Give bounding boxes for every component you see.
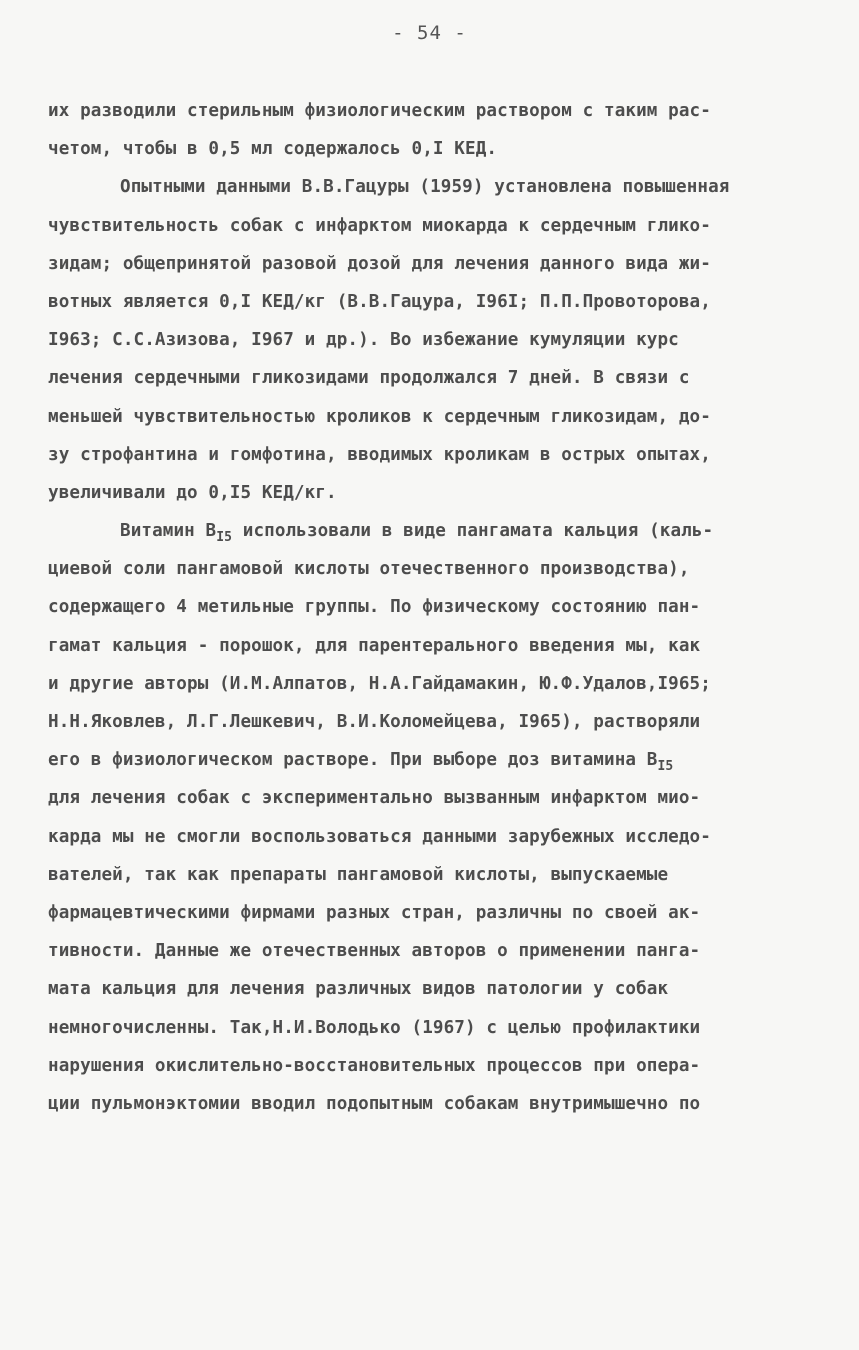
subscript: I5 — [216, 530, 233, 546]
text-line: увеличивали до 0,I5 КЕД/кг. — [48, 482, 337, 503]
text-line: зидам; общепринятой разовой дозой для лечения данного вида жи- — [48, 253, 711, 274]
text-line — [48, 741, 818, 779]
text-line: вотных является 0,I КЕД/кг (В.В.Гацура, I96I; П.П.Провоторова, — [48, 291, 711, 312]
text-line: четом, чтобы в 0,5 мл содержалось 0,I КЕД. — [48, 139, 498, 160]
text-line: вателей, так как препараты пангамовой кислоты, выпускаемые — [48, 864, 669, 885]
text-line: меньшей чувствительностью кроликов к сердечным гликозидам, до- — [48, 406, 711, 427]
text-line: гамат кальция - порошок, для парентерального введения мы, как — [48, 635, 701, 656]
page-number: - 54 - — [392, 22, 467, 44]
text-line: для лечения собак с экспериментально вызванным инфарктом мио- — [48, 788, 701, 809]
text-line: фармацевтическими фирмами разных стран, различны по своей ак- — [48, 902, 701, 923]
text-line: лечения сердечными гликозидами продолжался 7 дней. В связи с — [48, 368, 690, 389]
text-line: мата кальция для лечения различных видов патологии у собак — [48, 979, 669, 1000]
text-segment: Витамин В — [120, 521, 217, 542]
text-line: и другие авторы (И.М.Алпатов, Н.А.Гайдамакин, Ю.Ф.Удалов,I965; — [48, 673, 711, 694]
text-line: немногочисленны. Так,Н.И.Володько (1967) с целью профилактики — [48, 1017, 701, 1038]
text-line: Н.Н.Яковлев, Л.Г.Лешкевич, В.И.Коломейцева, I965), растворяли — [48, 712, 701, 732]
subscript: I5 — [657, 759, 674, 775]
text-line: ции пульмонэктомии вводил подопытным собакам внутримышечно по — [48, 1093, 701, 1114]
text-line: зу строфантина и гомфотина, вводимых кроликам в острых опытах, — [48, 444, 711, 465]
text-line — [48, 512, 818, 550]
body-text — [48, 92, 818, 1123]
text-line: тивности. Данные же отечественных авторов о применении панга- — [48, 941, 701, 962]
text-line: I963; С.С.Азизова, I967 и др.). Во избежание кумуляции курс — [48, 330, 679, 351]
text-segment: использовали в виде пангамата кальция (каль- — [232, 521, 714, 542]
text-line: чувствительность собак с инфарктом миокарда к сердечным глико- — [48, 215, 711, 236]
text-segment: его в физиологическом растворе. При выборе доз витамина В — [48, 750, 658, 771]
text-line: содержащего 4 метильные группы. По физическому состоянию пан- — [48, 597, 701, 618]
text-line: их разводили стерильным физиологическим раствором с таким рас- — [48, 101, 711, 121]
text-line: карда мы не смогли воспользоваться данными зарубежных исследо- — [48, 826, 711, 847]
text-line: нарушения окислительно-восстановительных процессов при опера- — [48, 1055, 701, 1076]
text-line: Опытными данными В.В.Гацуры (1959) установлена повышенная — [120, 177, 730, 198]
text-line: циевой соли пангамовой кислоты отечественного производства), — [48, 559, 690, 580]
